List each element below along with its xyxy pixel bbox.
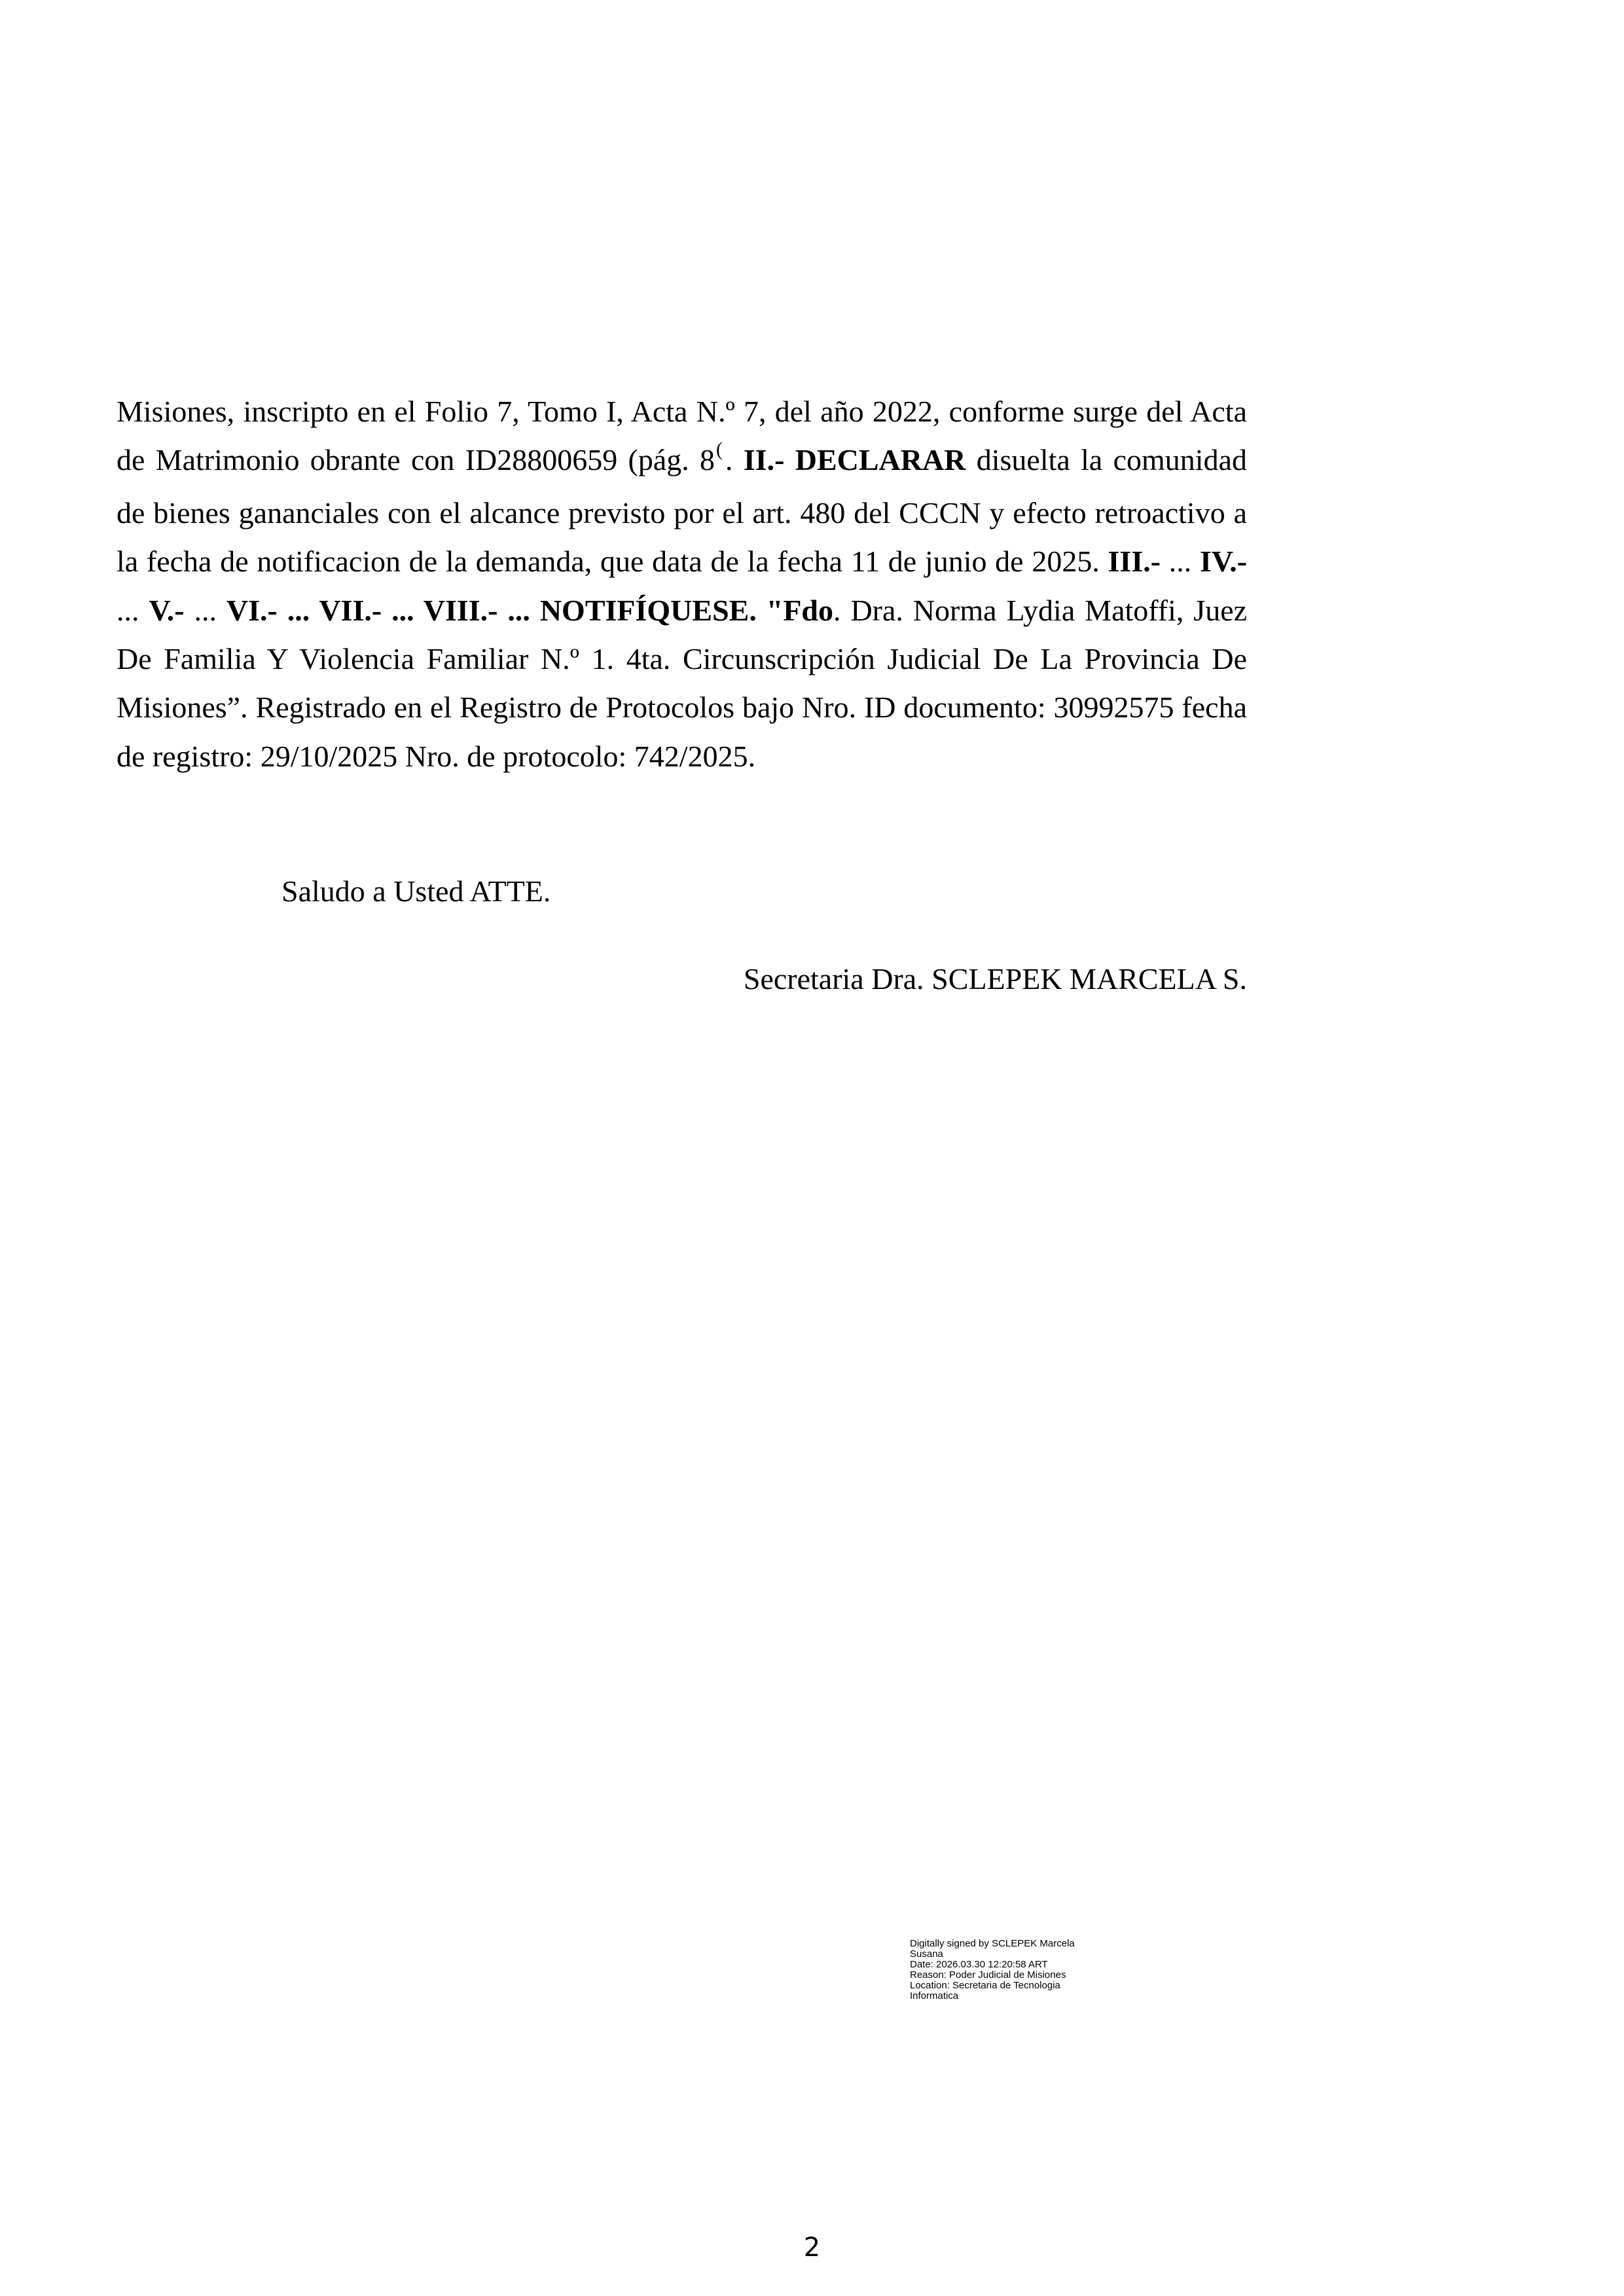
text-run-iii: ... xyxy=(1161,545,1200,579)
section-label-ii: II.- DECLARAR xyxy=(743,443,966,477)
text-run-fdo: . Dra. Norma Lydia Matoffi, Juez De Familia Y Violencia Familiar N.º 1. 4ta. Circunscripción Judicial De La Provincia De Misiones”. Registrado en el Registro de Protocolos bajo Nro. ID documento: 30992575 fecha de registro: 29/10/2025 Nro. de protocolo: 742/2025. xyxy=(117,593,1248,773)
section-label-v: V.- xyxy=(149,593,185,627)
superscript-paren: ( xyxy=(716,439,723,461)
text-run-intro: Misiones, inscripto en el Folio 7, Tomo I, Acta N.º 7, del año 2022, conforme surge del Acta de Matrimonio obrante con ID28800659 (pág. 8 xyxy=(117,395,1247,477)
section-label-iii: III.- xyxy=(1108,545,1161,579)
section-label-vi-notifiquese: VI.- ... VII.- ... VIII.- ... NOTIFÍQUESE. xyxy=(226,593,757,627)
digital-signature-line: Digitally signed by SCLEPEK Marcela xyxy=(910,1938,1075,1949)
fdo-label: "Fdo xyxy=(766,593,834,627)
text-run-v: ... xyxy=(184,593,226,627)
section-label-iv: IV.- xyxy=(1200,545,1248,579)
digital-signature-stamp xyxy=(910,1939,1146,2001)
page-number: 2 xyxy=(803,2233,821,2263)
digital-signature-line: Reason: Poder Judicial de Misiones xyxy=(910,1969,1066,1981)
body-paragraph xyxy=(117,387,1247,781)
text-run-ii: disuelta la comunidad de bienes gananciales con el alcance previsto por el art. 480 del CCCN y efecto retroactivo a la fecha de notificacion de la demanda, que data de la fecha 11 de junio de 2025. xyxy=(117,443,1247,579)
text-run-dot: . xyxy=(725,443,733,477)
digital-signature-line: Informatica xyxy=(910,1990,959,2001)
signature-line: Secretaria Dra. SCLEPEK MARCELA S. xyxy=(743,962,1247,996)
digital-signature-line: Date: 2026.03.30 12:20:58 ART xyxy=(910,1959,1048,1970)
digital-signature-line: Susana xyxy=(910,1948,943,1960)
digital-signature-line: Location: Secretaria de Tecnologia xyxy=(910,1980,1060,1991)
closing-salutation: Saludo a Usted ATTE. xyxy=(281,874,551,908)
text-run-iv: ... xyxy=(117,593,149,627)
